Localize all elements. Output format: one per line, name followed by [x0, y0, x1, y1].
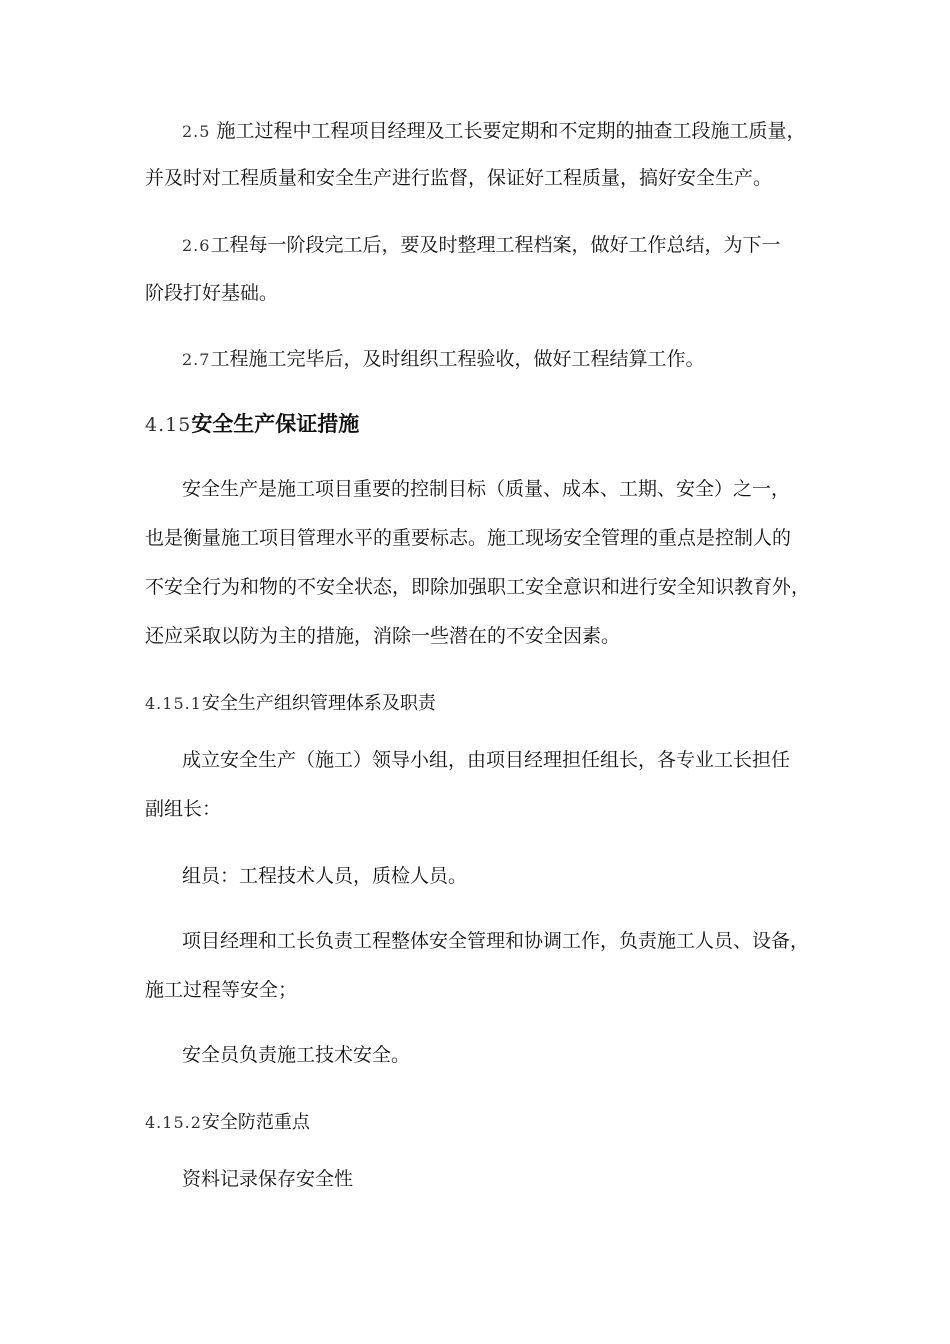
- intro-paragraph-line-4: 还应采取以防为主的措施，消除一些潜在的不安全因素。: [145, 625, 621, 647]
- intro-paragraph-line-1: 安全生产是施工项目重要的控制目标（质量、成本、工期、安全）之一，: [182, 478, 791, 500]
- section-heading-4-15: 4.15安全生产保证措施: [145, 412, 360, 436]
- duty-paragraph-line-2: 施工过程等安全；: [145, 979, 298, 1001]
- members-line: 组员：工程技术人员，质检人员。: [182, 865, 468, 887]
- subsection-heading-4-15-1: 4.15.1安全生产组织管理体系及职责: [145, 693, 436, 714]
- intro-paragraph-line-3: 不安全行为和物的不安全状态，即除加强职工安全意识和进行安全知识教育外，: [145, 576, 811, 598]
- duty-paragraph-line-1: 项目经理和工长负责工程整体安全管理和协调工作，负责施工人员、设备，: [182, 930, 810, 952]
- clause-2-6-line-1: 2.6工程每一阶段完工后，要及时整理工程档案，做好工作总结，为下一: [182, 234, 781, 256]
- intro-paragraph-line-2: 也是衡量施工项目管理水平的重要标志。施工现场安全管理的重点是控制人的: [145, 527, 792, 549]
- clause-2-7-line: 2.7工程施工完毕后，及时组织工程验收，做好工程结算工作。: [182, 348, 705, 370]
- clause-2-5-line-1: 2.5 施工过程中工程项目经理及工长要定期和不定期的抽查工段施工质量，: [182, 120, 806, 142]
- org-paragraph-line-2: 副组长：: [145, 798, 222, 820]
- records-safety-line: 资料记录保存安全性: [182, 1168, 354, 1190]
- clause-2-5-line-2: 并及时对工程质量和安全生产进行监督，保证好工程质量，搞好安全生产。: [145, 167, 773, 189]
- subsection-heading-4-15-2: 4.15.2安全防范重点: [145, 1112, 310, 1133]
- org-paragraph-line-1: 成立安全生产（施工）领导小组，由项目经理担任组长，各专业工长担任: [182, 749, 791, 771]
- safety-officer-line: 安全员负责施工技术安全。: [182, 1044, 411, 1066]
- clause-2-6-line-2: 阶段打好基础。: [145, 282, 279, 304]
